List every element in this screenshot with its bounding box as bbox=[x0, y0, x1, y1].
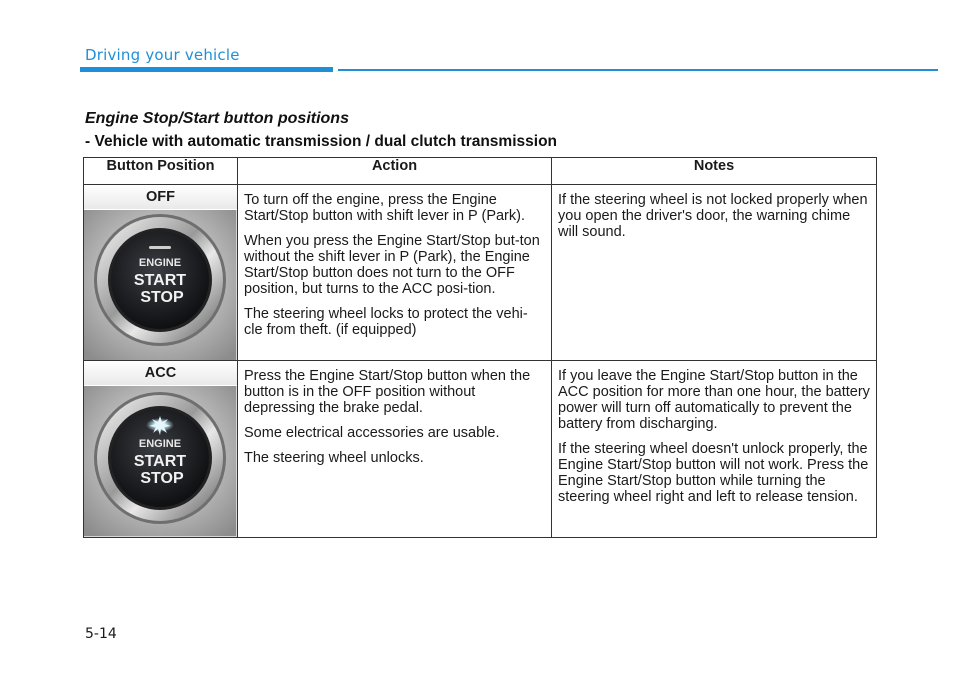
col-header-notes: Notes bbox=[552, 158, 877, 185]
notes-acc-p2: If the steering wheel doesn't unlock properly, the Engine Start/Stop button will not work. Press the Engine Start/Stop button while turning the steering wheel right and left to release tension. bbox=[558, 441, 869, 505]
table-row-off bbox=[84, 185, 877, 361]
notes-off-p1: If the steering wheel is not locked properly when you open the driver's door, the warning chime will sound. bbox=[558, 192, 868, 240]
start-stop-button-icon bbox=[84, 210, 236, 360]
button-text-engine: ENGINE bbox=[138, 257, 182, 269]
position-cell-off bbox=[84, 185, 238, 361]
section-header: Driving your vehicle bbox=[85, 46, 240, 64]
position-label-acc: ACC bbox=[84, 361, 237, 386]
header-rule-thin bbox=[338, 69, 938, 71]
action-cell-off bbox=[238, 185, 552, 361]
button-text-stop: STOP bbox=[140, 289, 184, 306]
button-text-start: START bbox=[133, 453, 187, 470]
doc-subtitle: - Vehicle with automatic transmission / dual clutch transmission bbox=[85, 133, 558, 150]
table-row-acc bbox=[84, 361, 877, 538]
engine-start-stop-button-image-off bbox=[84, 210, 236, 360]
action-cell-acc bbox=[238, 361, 552, 538]
action-off-p3: The steering wheel locks to protect the vehi-cle from theft. (if equipped) bbox=[244, 306, 528, 338]
header-rule-thick bbox=[80, 67, 333, 72]
action-acc-p3: The steering wheel unlocks. bbox=[244, 450, 424, 466]
action-acc-p1: Press the Engine Start/Stop button when the button is in the OFF position without depressing the brake pedal. bbox=[244, 368, 531, 416]
button-text-start: START bbox=[133, 272, 187, 289]
action-acc-p2: Some electrical accessories are usable. bbox=[244, 425, 500, 441]
start-stop-button-icon bbox=[84, 386, 236, 536]
action-off-p1: To turn off the engine, press the Engine Start/Stop button with shift lever in P (Park). bbox=[244, 192, 525, 224]
doc-title: Engine Stop/Start button positions bbox=[85, 110, 349, 127]
col-header-action: Action bbox=[238, 158, 552, 185]
notes-acc-p1: If you leave the Engine Start/Stop button in the ACC position for more than one hour, the battery power will turn off automatically to prevent the battery from discharging. bbox=[558, 368, 870, 432]
position-label-off: OFF bbox=[84, 185, 237, 210]
button-positions-table bbox=[83, 157, 877, 538]
col-header-position: Button Position bbox=[84, 158, 238, 185]
button-text-stop: STOP bbox=[140, 470, 184, 487]
action-off-p2: When you press the Engine Start/Stop but-ton without the shift lever in P (Park), the Engine Start/Stop button does not turn to the OFF position, but turns to the ACC posi-tion. bbox=[244, 233, 540, 297]
indicator-bar bbox=[149, 246, 171, 249]
table-header-row bbox=[84, 158, 877, 185]
notes-cell-acc bbox=[552, 361, 877, 538]
engine-start-stop-button-image-acc bbox=[84, 386, 236, 536]
position-cell-acc bbox=[84, 361, 238, 538]
button-text-engine: ENGINE bbox=[138, 438, 182, 450]
page-number: 5-14 bbox=[85, 626, 117, 642]
notes-cell-off bbox=[552, 185, 877, 361]
